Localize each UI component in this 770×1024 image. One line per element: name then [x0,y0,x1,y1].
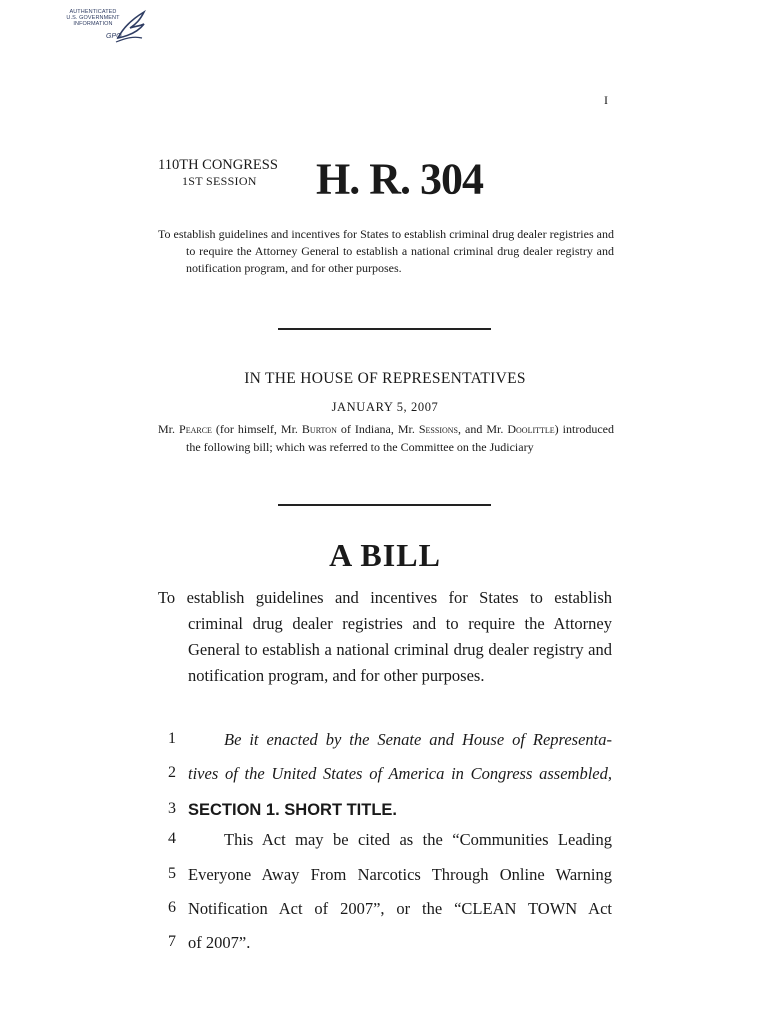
seal-line: U.S. GOVERNMENT [66,15,120,21]
line-number: 2 [168,764,176,781]
section-text: Notification Act of 2007”, or the “CLEAN TOWN Act [188,899,612,918]
enacting-clause: Be it enacted by the Senate and House of Representa- [224,730,612,749]
page-number: I [604,93,608,107]
bill-line [0,865,770,895]
line-number: 1 [168,730,176,747]
bill-line [0,899,770,929]
line-number: 7 [168,933,176,950]
line-number: 4 [168,830,176,847]
bill-line [0,830,770,860]
gpo-authentication-seal [62,6,148,48]
bill-line [0,764,770,794]
section-heading: SECTION 1. SHORT TITLE. [188,801,398,819]
bill-number: H. R. 304 [316,153,483,204]
section-text: of 2007”. [188,933,251,952]
divider [278,328,491,330]
line-number: 6 [168,899,176,916]
line-number: 5 [168,865,176,882]
cosponsor-name: Burton [301,422,337,436]
introduction-date: JANUARY 5, 2007 [331,400,439,414]
chamber-heading: IN THE HOUSE OF REPRESENTATIVES [244,370,526,387]
introduction-statement: Mr. Pearce (for himself, Mr. Burton of Indiana, Mr. Sessions, and Mr. Doolittle) introduced the following bill; which was referred to the Committee on the Judiciary [158,422,614,454]
seal-line: INFORMATION [73,21,113,27]
session-label: 1ST SESSION [182,174,257,188]
sponsor-name: Pearce [179,422,212,436]
seal-line: AUTHENTICATED [69,9,117,15]
eagle-icon [114,8,148,46]
bill-line [0,933,770,963]
bill-line [0,800,770,830]
section-text: This Act may be cited as the “Communities Leading [224,830,612,849]
bill-line [0,730,770,760]
cosponsor-name: Sessions [418,422,458,436]
congress-label: 110TH CONGRESS [158,157,278,173]
divider [278,504,491,506]
bill-purpose: To establish guidelines and incentives for States to establish criminal drug dealer registries and to require the Attorney General to establish a national criminal drug dealer registry and notification program, and for other purposes. [158,588,612,685]
enacting-clause: tives of the United States of America in Congress assembled, [188,764,612,783]
cosponsor-name: Doolittle [507,422,555,436]
section-text: Everyone Away From Narcotics Through Online Warning [188,865,612,884]
line-number: 3 [168,800,176,817]
seal-agency: GPO [106,33,122,40]
bill-purpose-summary: To establish guidelines and incentives for States to establish criminal drug dealer registries and to require the Attorney General to establish a national criminal drug dealer registry and notification program, and for other purposes. [158,227,614,275]
document-title: A BILL [329,537,441,573]
